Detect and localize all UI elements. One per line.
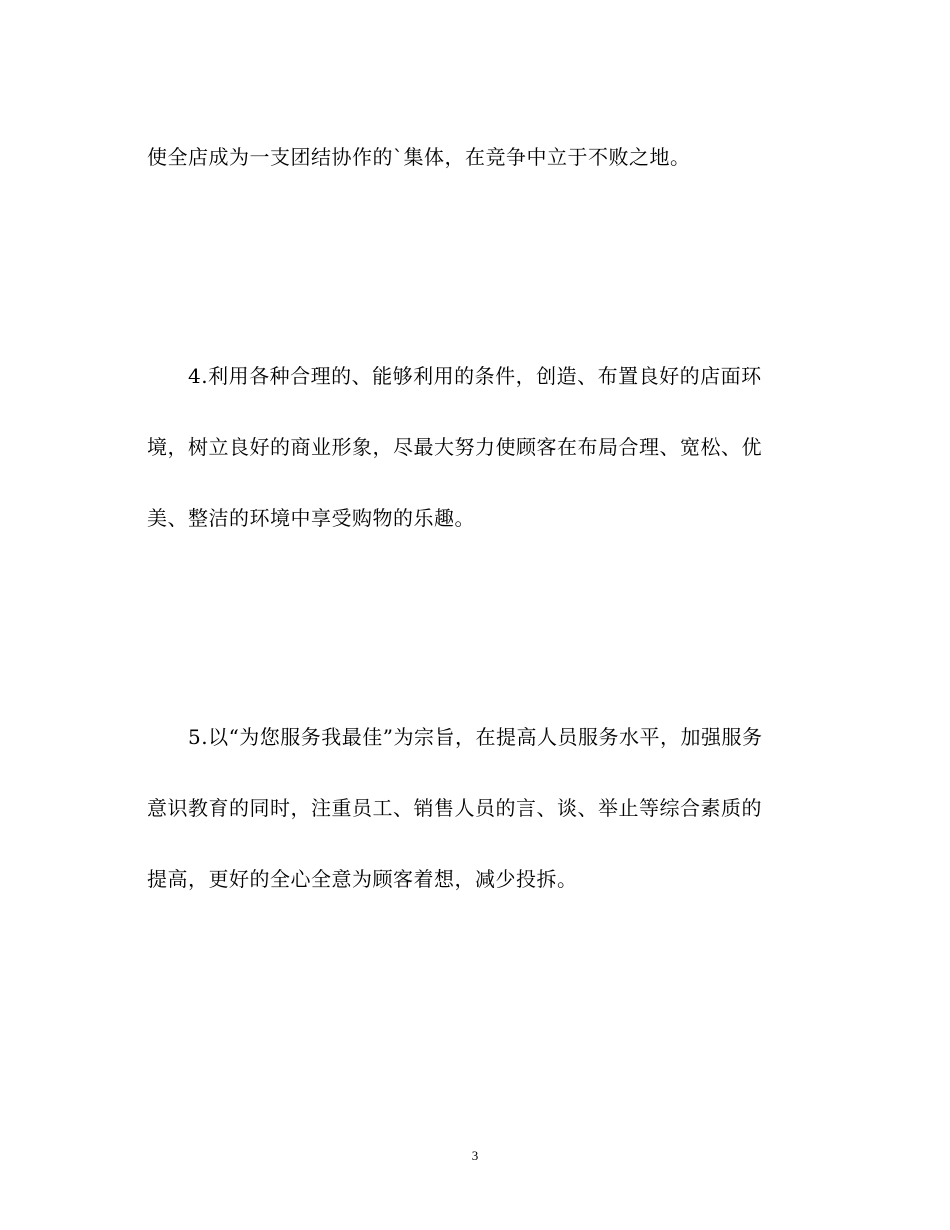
- paragraph-5-line-2: 意识教育的同时，注重员工、销售人员的言、谈、举止等综合素质的: [147, 796, 762, 820]
- page-number: 3: [471, 1148, 479, 1163]
- paragraph-4-line-2: 境，树立良好的商业形象，尽最大努力使顾客在布局合理、宽松、优: [147, 435, 762, 459]
- paragraph-4-line-3: 美、整洁的环境中享受购物的乐趣。: [147, 506, 475, 530]
- paragraph-5-line-3: 提高，更好的全心全意为顾客着想，减少投拆。: [147, 867, 578, 891]
- paragraph-4-line-1: 4.利用各种合理的、能够利用的条件，创造、布置良好的店面环: [188, 364, 762, 388]
- paragraph-3-end-line: 使全店成为一支团结协作的`集体，在竞争中立于不败之地。: [147, 145, 691, 169]
- paragraph-5-line-1: 5.以“为您服务我最佳”为宗旨，在提高人员服务水平，加强服务: [188, 725, 763, 749]
